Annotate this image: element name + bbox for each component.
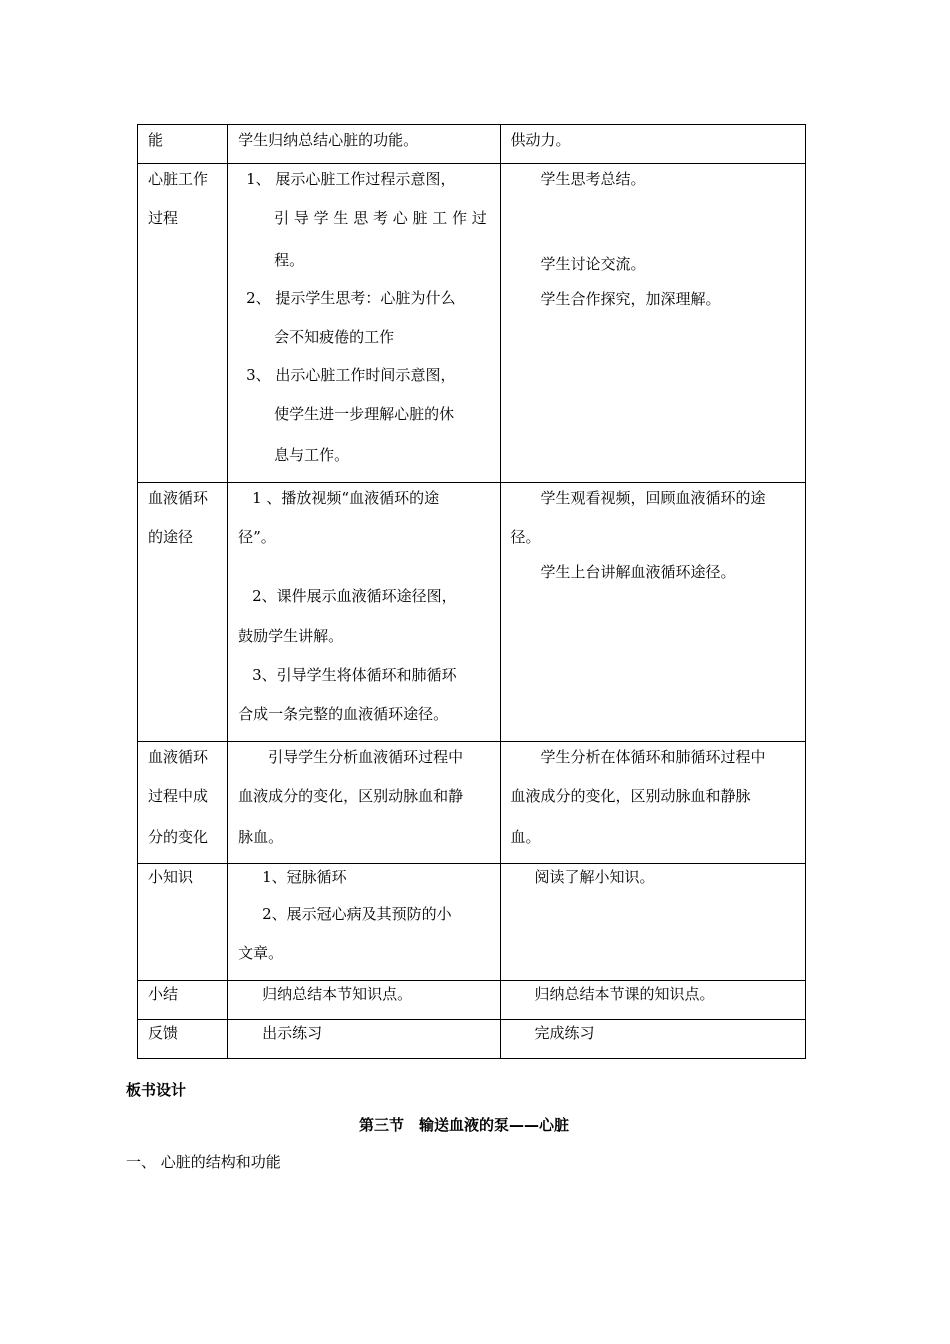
teacher-text: 血液成分的变化，区别动脉血和静 bbox=[238, 787, 464, 805]
teacher-text: 1、 展示心脏工作过程示意图， bbox=[246, 170, 456, 188]
table-row bbox=[138, 125, 806, 164]
teacher-text: 学生归纳总结心脏的功能。 bbox=[238, 131, 419, 149]
teacher-text: 会不知疲倦的工作 bbox=[274, 328, 395, 346]
student-text: 学生上台讲解血液循环途径。 bbox=[540, 563, 736, 581]
table-row bbox=[138, 483, 806, 742]
table-row bbox=[138, 164, 806, 483]
topic-text: 的途径 bbox=[148, 528, 194, 546]
teacher-text: 3、引导学生将体循环和肺循环 bbox=[252, 666, 457, 684]
topic-text: 分的变化 bbox=[148, 828, 209, 846]
topic-text: 血液循环 bbox=[148, 489, 209, 507]
teacher-text: 3、 出示心脏工作时间示意图， bbox=[246, 366, 456, 384]
student-text: 学生思考总结。 bbox=[540, 170, 646, 188]
teacher-text: 文章。 bbox=[238, 944, 284, 962]
student-text: 学生观看视频，回顾血液循环的途 bbox=[540, 489, 766, 507]
topic-text: 能 bbox=[148, 131, 164, 149]
teacher-text: 出示练习 bbox=[262, 1024, 323, 1042]
teacher-text: 使学生进一步理解心脏的休 bbox=[274, 405, 455, 423]
board-title: 第三节 输送血液的泵——心脏 bbox=[359, 1116, 570, 1134]
student-text: 完成练习 bbox=[534, 1024, 595, 1042]
student-text: 血。 bbox=[510, 828, 541, 846]
lesson-table bbox=[137, 124, 806, 1059]
teacher-text: 径”。 bbox=[238, 528, 276, 546]
board-design-heading: 板书设计 bbox=[126, 1081, 187, 1099]
student-text: 归纳总结本节课的知识点。 bbox=[534, 985, 715, 1003]
student-text: 学生讨论交流。 bbox=[540, 255, 646, 273]
student-text: 供动力。 bbox=[510, 131, 571, 149]
teacher-text: 2、展示冠心病及其预防的小 bbox=[262, 905, 452, 923]
teacher-text: 程。 bbox=[274, 251, 305, 269]
topic-text: 反馈 bbox=[148, 1024, 179, 1042]
table-row bbox=[138, 981, 806, 1020]
board-item-1: 一、 心脏的结构和功能 bbox=[126, 1153, 281, 1171]
student-text: 学生分析在体循环和肺循环过程中 bbox=[540, 748, 766, 766]
teacher-text: 鼓励学生讲解。 bbox=[238, 627, 344, 645]
teacher-text: 引 导 学 生 思 考 心 脏 工 作 过 bbox=[274, 209, 487, 227]
teacher-text: 脉血。 bbox=[238, 828, 284, 846]
topic-text: 过程中成 bbox=[148, 787, 209, 805]
teacher-text: 归纳总结本节知识点。 bbox=[262, 985, 413, 1003]
student-text: 阅读了解小知识。 bbox=[534, 868, 655, 886]
teacher-text: 1、冠脉循环 bbox=[262, 868, 347, 886]
table-row bbox=[138, 864, 806, 981]
student-text: 径。 bbox=[510, 528, 541, 546]
teacher-text: 合成一条完整的血液循环途径。 bbox=[238, 705, 449, 723]
topic-text: 血液循环 bbox=[148, 748, 209, 766]
teacher-text: 2、 提示学生思考：心脏为什么 bbox=[246, 289, 456, 307]
teacher-text: 2、课件展示血液循环途径图， bbox=[252, 587, 457, 605]
teacher-text: 引导学生分析血液循环过程中 bbox=[268, 748, 464, 766]
teacher-text: 息与工作。 bbox=[274, 446, 350, 464]
student-text: 血液成分的变化，区别动脉血和静脉 bbox=[510, 787, 751, 805]
student-text: 学生合作探究，加深理解。 bbox=[540, 290, 721, 308]
topic-text: 心脏工作 bbox=[148, 170, 209, 188]
topic-text: 小结 bbox=[148, 985, 179, 1003]
teacher-text: 1 、播放视频“血液循环的途 bbox=[252, 489, 440, 507]
table-row bbox=[138, 1020, 806, 1059]
table-row bbox=[138, 742, 806, 864]
topic-text: 小知识 bbox=[148, 868, 194, 886]
topic-text: 过程 bbox=[148, 209, 179, 227]
